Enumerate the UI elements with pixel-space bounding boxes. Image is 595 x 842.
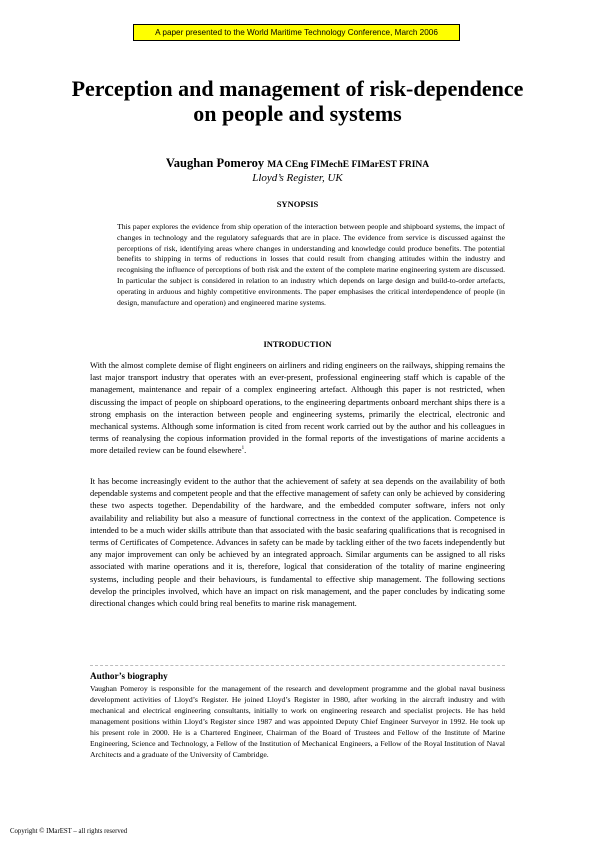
biography-heading: Author’s biography [90,671,168,681]
synopsis-heading: SYNOPSIS [276,199,319,209]
introduction-paragraph-1-end: . [244,446,247,456]
introduction-heading: INTRODUCTION [263,339,332,349]
reference-marker[interactable]: 1 [241,446,245,452]
introduction-paragraph-1 [90,360,505,458]
author-name: Vaughan Pomeroy [165,156,265,170]
author-affiliation: Lloyd’s Register, UK [252,172,343,184]
footnote-divider [90,665,505,666]
synopsis-text: This paper explores the evidence from ship operation of the interaction between people and shipboard systems, the impact of changes in technology and the regulatory safeguards that are in place. The evidence from service is discussed against the perceptions of risk, identifying areas where changes in understanding and knowledge could produce benefits. The potential benefits to shipping in terms of reductions in losses that could result from changing attitudes within the industry and recognising the influence of perceptions of both risk and the extent of the complete marine engineering system are discussed. In particular the subject is considered in relation to an industry which depends on large design and build-to-order artefacts, operating in arduous and highly competitive environments. The paper emphasises the critical interdependence of people (in design, manufacture and operation) and engineered marine systems. [117,222,505,307]
author-credentials: MA CEng FIMechE FIMarEST FRINA [267,160,430,170]
introduction-paragraph-1-text: With the almost complete demise of flight engineers on airliners and riding engineers on the railways, shipping remains the last major transport industry that operates with an ever-present, professional engineering staff which is capable of the management, maintenance and repair of a complex engineering artefact. Although this paper is not restricted, when discussing the impact of people on shipboard operations, to the engineering departments onboard merchant ships there is a strong emphasis on the interaction between people and engineering systems, primarily the electrical, electronic and mechanical systems. Although some information is cited from recent work carried out by the author and his colleagues in terms of reanalysing the copious information provided in the formal reports of the investigations of marine accidents a more detailed review can be found elsewhere [90,361,505,456]
copyright-notice: Copyright © IMarEST – all rights reserved [10,828,128,835]
conference-banner: A paper presented to the World Maritime Technology Conference, March 2006 [133,24,460,41]
biography-text: Vaughan Pomeroy is responsible for the management of the research and development programme and the global naval business development activities of Lloyd’s Register. He joined Lloyd’s Register in 1980, after working in the aircraft industry and with mechanical and electrical engineering consultants, initially to work on engineering research and specialist projects. He has held management positions within Lloyd’s Register since 1987 and was appointed Deputy Chief Engineer Surveyor in 1992. He took up his present role in 2000. He is a Chartered Engineer, Chairman of the Board of Trustees and Fellow of the Institute of Marine Engineering, Science and Technology, a Fellow of the Institution of Mechanical Engineers, a Fellow of the Royal Institution of Naval Architects and a graduate of the University of Cambridge. [90,684,505,759]
introduction-paragraph-2: It has become increasingly evident to the author that the achievement of safety at sea depends on the availability of both dependable systems and competent people and that the effective management of safety can only be achieved by considering these two aspects together. Dependability of the hardware, and the embedded computer software, infers not only availability and reliability but also a measure of functional correctness in the context of the application. Competence is intended to be a much wider skills attribute than that associated with the basic seafaring qualifications that is recognised in terms of Certificates of Competence. Advances in safety can be made by tackling either of the two facets independently but any major improvement can only be achieved by an integrated approach. Similar arguments can be assigned to all risks associated with marine operations and it is, therefore, logical that consideration of the totality of marine engineering systems, including people and their behaviours, is fundamental to effective ship management. The following sections develop the principles involved, which have an impact on risk management, and the paper concludes by indicating some directional changes which could bring real benefits to marine risk management. [90,477,505,609]
paper-title: Perception and management of risk-dependence on people and systems [71,76,524,126]
